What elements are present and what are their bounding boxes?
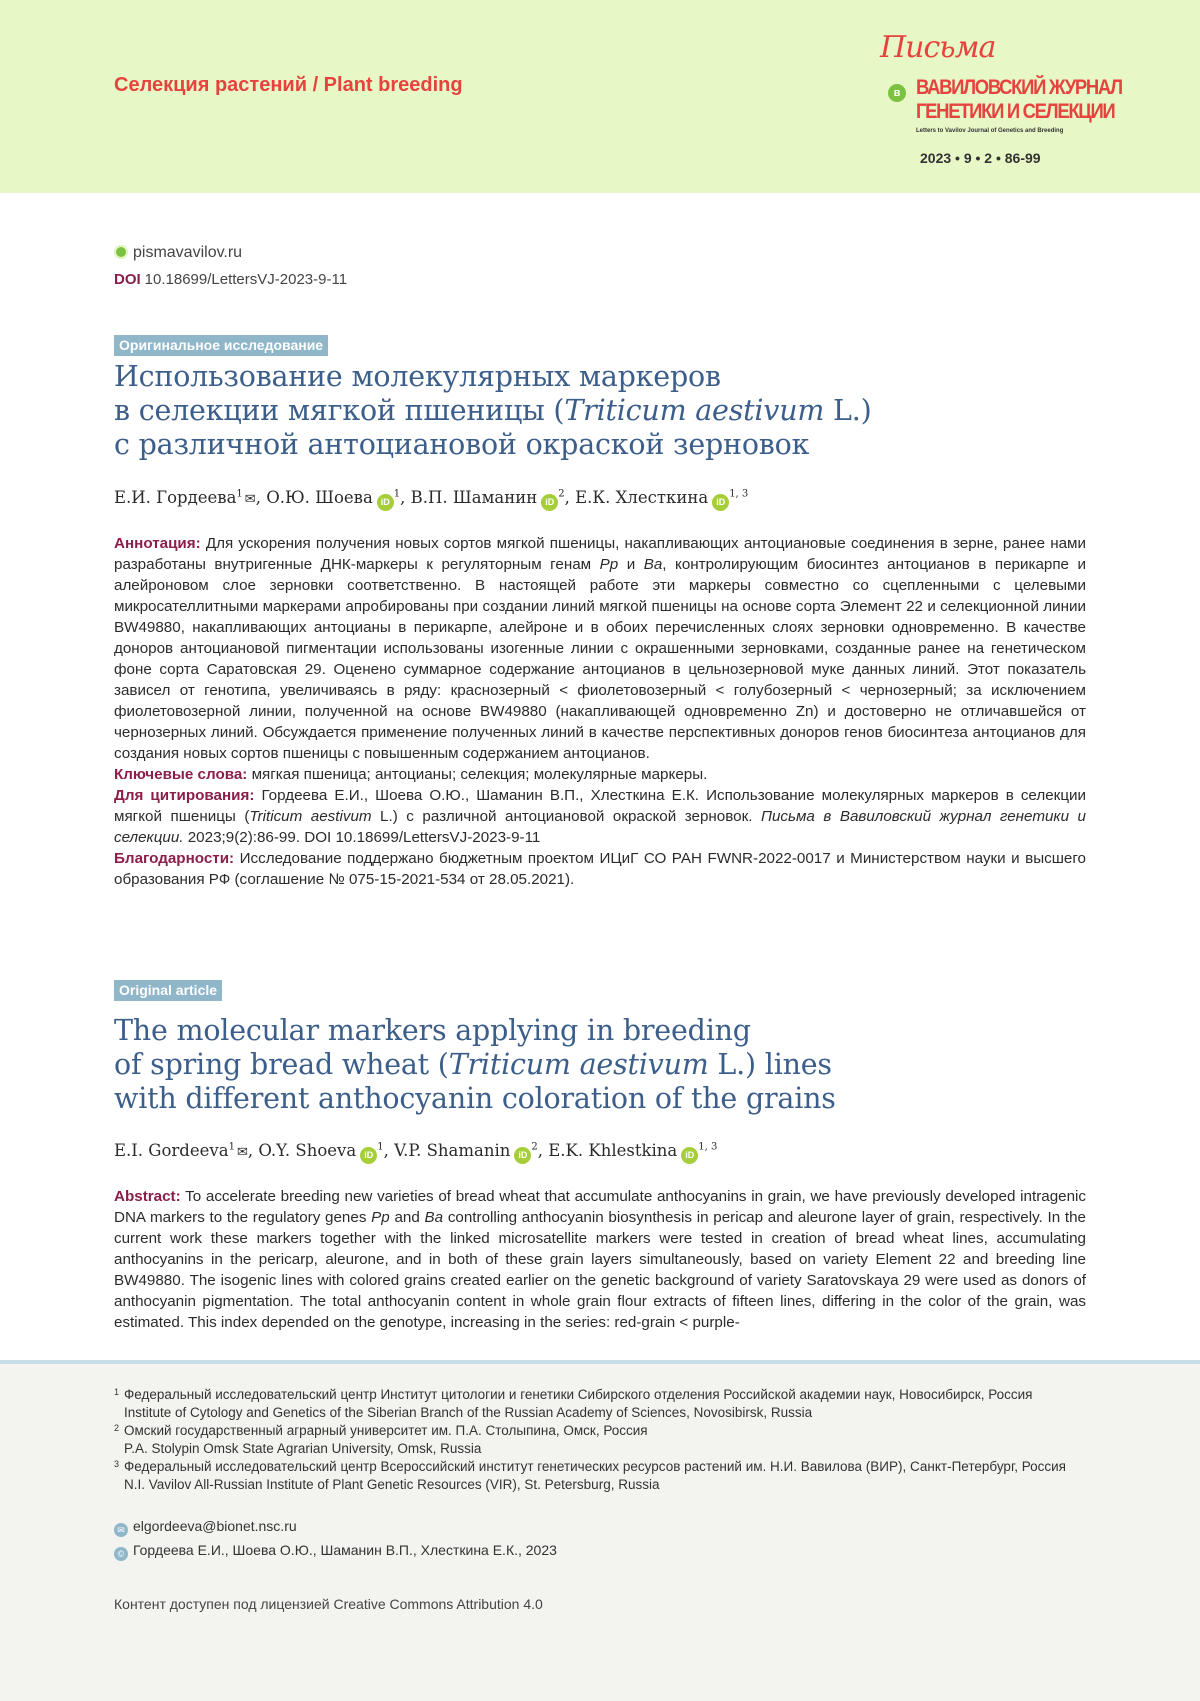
copyright-text: Гордеева Е.И., Шоева О.Ю., Шаманин В.П., Хлесткина Е.К., 2023	[133, 1542, 557, 1558]
title-ru	[114, 360, 1114, 462]
orcid-icon[interactable]: iD	[681, 1147, 698, 1164]
copyright-icon: ©	[114, 1547, 128, 1561]
issue-info: 2023 • 9 • 2 • 86-99	[920, 150, 1041, 166]
abstract-ru	[114, 533, 1086, 890]
author-name: О.Ю. Шоева	[266, 488, 373, 507]
title-en-line-1: The molecular markers applying in breeding	[114, 1014, 751, 1047]
author-name: Е.И. Гордеева	[114, 488, 237, 507]
doi-value[interactable]: 10.18699/LettersVJ-2023-9-11	[144, 271, 348, 288]
email-address[interactable]: elgordeeva@bionet.nsc.ru	[133, 1518, 297, 1534]
article-type-tag-ru: Оригинальное исследование	[114, 335, 328, 356]
authors-en: E.I. Gordeeva$^1$ ✉, O.Y. Shoeva $iD^1$, V.P. Shamanin $iD^2$, E.K. Khlestkina iD$^{1, 3}$	[114, 1141, 717, 1164]
section-label: Селекция растений / Plant breeding	[114, 74, 463, 96]
orcid-icon[interactable]: iD	[514, 1147, 531, 1164]
title-ru-line-2: в селекции мягкой пшеницы (Triticum aestivum L.)	[114, 394, 872, 427]
journal-logo	[880, 30, 1122, 172]
article-type-tag-en: Original article	[114, 980, 222, 1001]
authors-ru: Е.И. Гордеева$^1$ ✉, О.Ю. Шоева $iD^1$, В.П. Шаманин $iD^2$, Е.К. Хлесткина iD$^{1, 3}$	[114, 488, 748, 511]
author-name: В.П. Шаманин	[410, 488, 538, 507]
affiliation-1: 1 Федеральный исследовательский центр Институт цитологии и генетики Сибирского отделения Российской академии наук, Новосибирск, Россия Institute of Cytology and Genetics of the Siberian Branch of the Russian Academy of Sciences, Novosibirsk, Russia	[114, 1387, 1033, 1420]
license-text: Контент доступен под лицензией Creative Commons Attribution 4.0	[114, 1596, 543, 1612]
abstract-en	[114, 1186, 1086, 1333]
abstract-ru-text: Аннотация: Для ускорения получения новых сортов мягкой пшеницы, накапливающих антоциановые соединения в зерне, ранее нами разработаны внутригенные ДНК-маркеры к регуляторным генам Pp и Ba, контролирующим биосинтез антоцианов в перикарпе и алейроновом слое зерновки соответственно. В настоящей работе эти маркеры совместно со сцепленными с целевыми микросателлитными маркерами апробированы при создании линий мягкой пшеницы на основе сорта Элемент 22 и селекционной линии BW49880, накапливающих антоцианы в перикарпе, алейроне и в обоих перечисленных слоях зерновки одновременно. В качестве доноров антоциановой пигментации использованы изогенные линии с окрашенными зерновками, созданные ранее на генетическом фоне сорта Саратовская 29. Оценено суммарное содержание антоцианов в цельнозерновой муке данных линий. Этот показатель зависел от генотипа, увеличиваясь в ряду: краснозерный < фиолетовозерный < голубозерный < чернозерный; за исключением фиолетовозерной линии, полученной на основе BW49880 (накапливающей одновременно Zn) и достоверно не отличавшейся от чернозерных линий. Обсуждается применение полученных линий в качестве перспективных доноров генов биосинтеза антоцианов для создания новых сортов пшеницы с повышенным содержанием антоцианов.	[114, 535, 1086, 762]
site-link[interactable]	[114, 244, 242, 262]
keywords-ru: Ключевые слова: мягкая пшеница; антоцианы; селекция; молекулярные маркеры.	[114, 766, 708, 783]
doi	[114, 271, 347, 288]
title-en	[114, 1014, 1114, 1116]
acknowledgements-ru: Благодарности: Исследование поддержано бюджетным проектом ИЦиГ СО РАН FWNR-2022-0017 и Министерством науки и высшего образования РФ (соглашение № 075-15-2021-534 от 28.05.2021).	[114, 850, 1086, 888]
globe-icon	[114, 245, 128, 259]
email-contact[interactable]	[114, 1518, 297, 1537]
copyright-line	[114, 1542, 557, 1561]
logo-line-2: ГЕНЕТИКИ И СЕЛЕКЦИИ	[916, 100, 1115, 123]
orcid-icon[interactable]: iD	[377, 494, 394, 511]
abstract-en-text: Abstract: To accelerate breeding new varieties of bread wheat that accumulate anthocyanins in grain, we have previously developed intragenic DNA markers to the regulatory genes Pp and Ba controlling anthocyanin biosynthesis in pericap and aleurone layer of grain, respectively. In the current work these markers together with the linked microsatellite markers were tested in creation of bread wheat lines, accumulating anthocyanins in the pericarp, aleurone, and in both of these grain layers simultaneously, based on variety Element 22 and breeding line BW49880. The isogenic lines with colored grains created earlier on the genetic background of variety Saratovskaya 29 were used as donors of anthocyanin pigmentation. The total anthocyanin content in whole grain flour extracts of fifteen lines, differing in the color of the grain, was estimated. This index depended on the genotype, increasing in the series: red-grain < purple-	[114, 1188, 1086, 1331]
author-name: E.I. Gordeeva	[114, 1141, 229, 1160]
mail-icon: ✉	[236, 1145, 248, 1160]
title-en-line-2: of spring bread wheat (Triticum aestivum L.) lines	[114, 1048, 832, 1081]
title-ru-line-1: Использование молекулярных маркеров	[114, 360, 721, 393]
title-en-line-3: with different anthocyanin coloration of the grains	[114, 1082, 836, 1115]
orcid-icon[interactable]: iD	[712, 494, 729, 511]
author-name: O.Y. Shoeva	[258, 1141, 357, 1160]
affiliation-2: 2 Омский государственный аграрный университет им. П.А. Столыпина, Омск, Россия P.A. Stolypin Omsk State Agrarian University, Omsk, Russia	[114, 1423, 648, 1456]
orcid-icon[interactable]: iD	[360, 1147, 377, 1164]
orcid-icon[interactable]: iD	[541, 494, 558, 511]
mail-icon: ✉	[244, 492, 256, 507]
logo-subtitle: Letters to Vavilov Journal of Genetics and Breeding	[916, 128, 1064, 134]
citation-ru: Для цитирования: Гордеева Е.И., Шоева О.Ю., Шаманин В.П., Хлесткина Е.К. Использование молекулярных маркеров в селекции мягкой пшеницы (Triticum aestivum L.) с различной антоциановой окраской зерновок. Письма в Вавиловский журнал генетики и селекции. 2023;9(2):86-99. DOI 10.18699/LettersVJ-2023-9-11	[114, 787, 1086, 846]
logo-line-1: ВАВИЛОВСКИЙ ЖУРНАЛ	[916, 76, 1122, 99]
logo-script: Письма	[880, 30, 996, 65]
author-name: V.P. Shamanin	[394, 1141, 511, 1160]
doi-label: DOI	[114, 271, 141, 288]
logo-badge-icon: в	[888, 84, 906, 102]
affiliation-3: 3 Федеральный исследовательский центр Всероссийский институт генетических ресурсов растений им. Н.И. Вавилова (ВИР), Санкт-Петербург, Россия N.I. Vavilov All-Russian Institute of Plant Genetic Resources (VIR), St. Petersburg, Russia	[114, 1459, 1066, 1492]
author-name: E.K. Khlestkina	[548, 1141, 678, 1160]
title-ru-line-3: с различной антоциановой окраской зерновок	[114, 428, 810, 461]
email-icon: ✉	[114, 1523, 128, 1537]
site-url[interactable]: pismavavilov.ru	[133, 244, 243, 261]
author-name: Е.К. Хлесткина	[575, 488, 709, 507]
